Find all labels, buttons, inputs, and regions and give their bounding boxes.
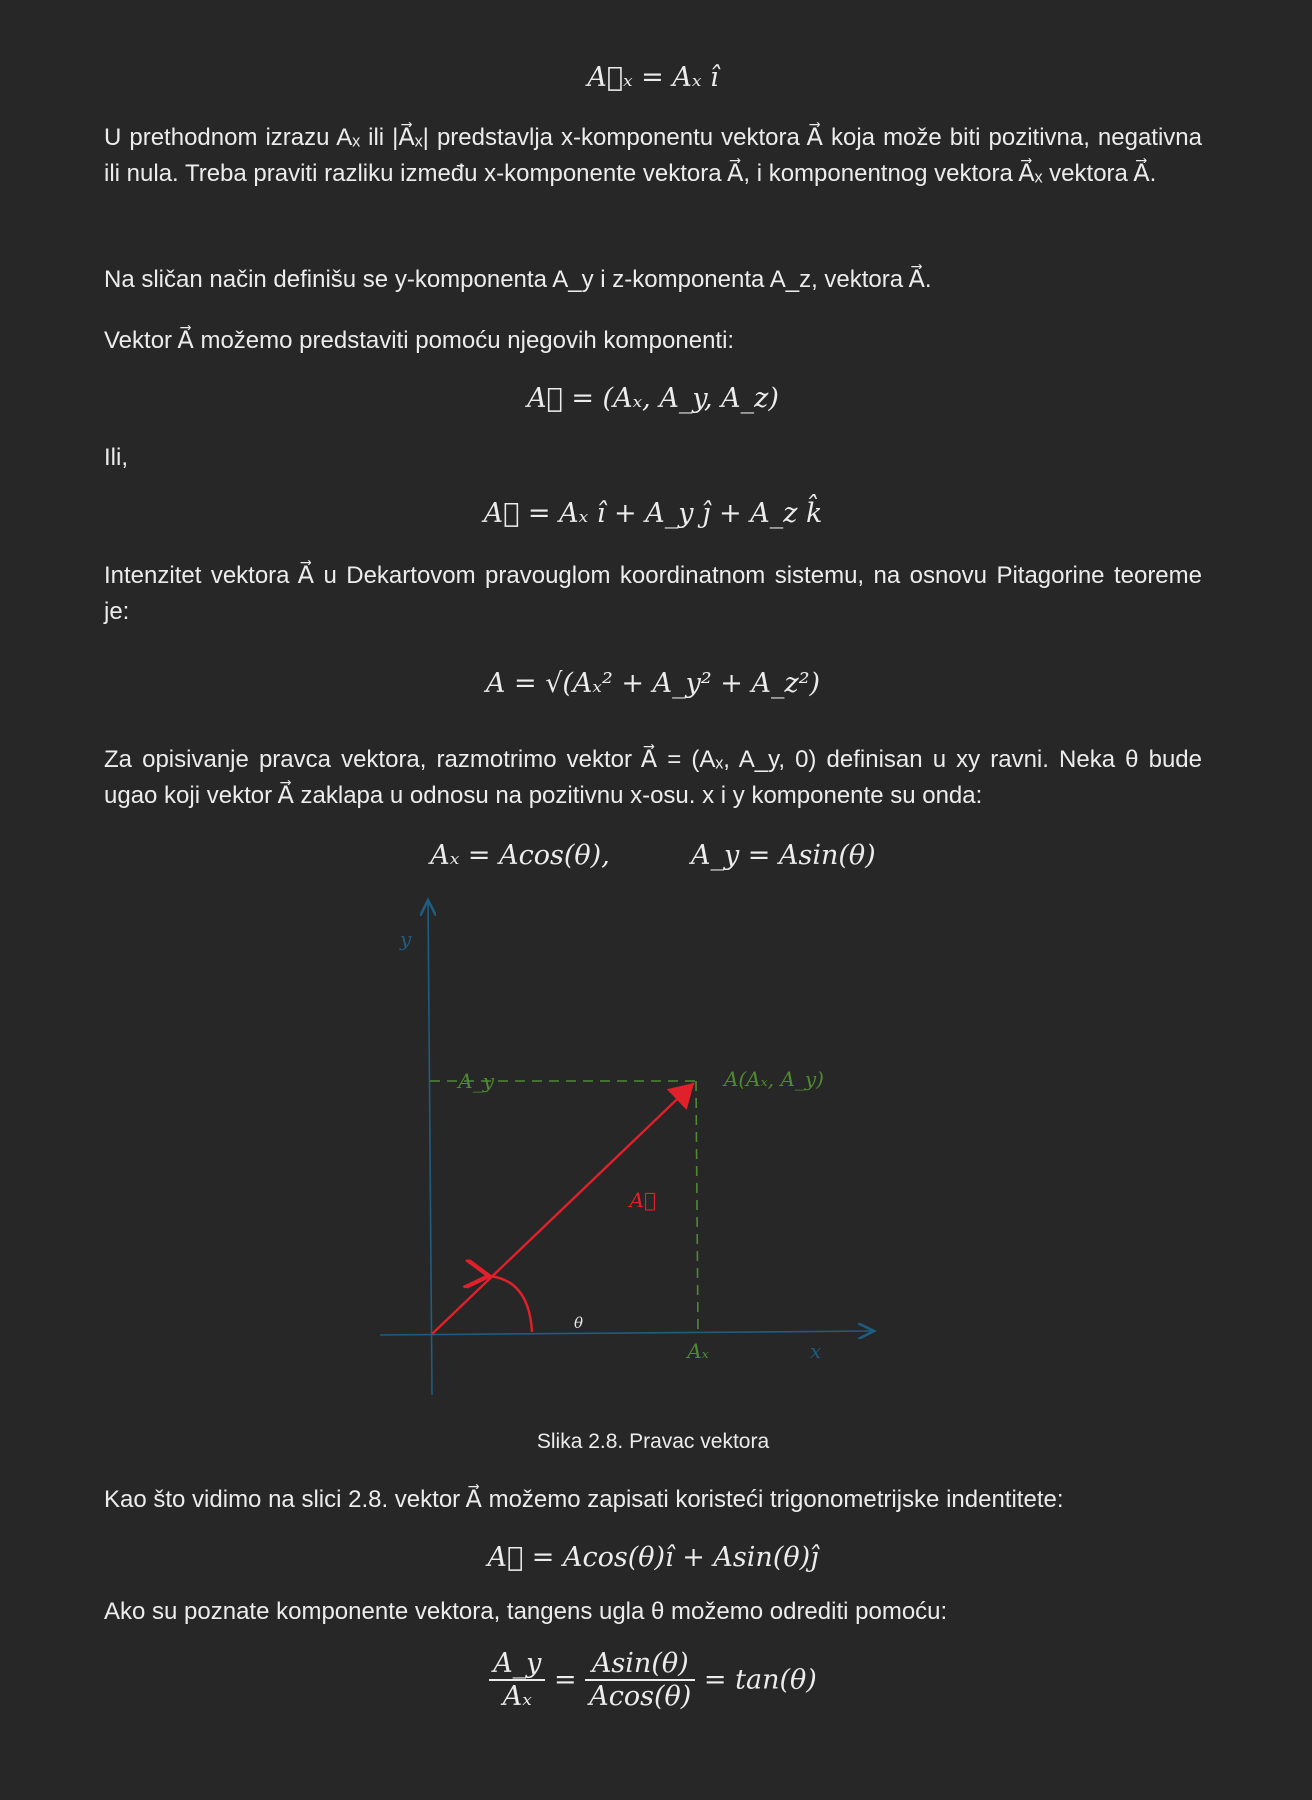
fraction-ay-over-ax: [489, 1648, 545, 1712]
fraction-denominator-cos: Acos(θ): [589, 1681, 692, 1712]
equation-ax-cos: Aₓ = Acos(θ),: [430, 840, 610, 871]
vector-direction-figure: [364, 890, 1004, 1410]
y-axis-label: y: [400, 927, 412, 951]
equation-tangent: $\frac{A\_y}{\text{Aₓ}}$ = $\frac{Asin(\theta)}{Acos(\theta)}$ = tan(θ): [104, 1648, 1202, 1712]
ax-projection-line: [696, 1081, 698, 1332]
point-a-label: A(Aₓ, A_y): [723, 1067, 824, 1091]
fraction-numerator-ay: A_y: [489, 1648, 545, 1681]
equation-vector-trig: A⃗ = Acos(θ)î + Asin(θ)ĵ: [487, 1542, 819, 1573]
paragraph-ili: Ili,: [104, 444, 128, 471]
ax-label: Aₓ: [687, 1339, 709, 1363]
vector-diagram-svg: [364, 890, 1004, 1410]
paragraph-direction-intro: Za opisivanje pravca vektora, razmotrimo vektor A⃗ = (Aₓ, A_y, 0) definisan u xy ravni. Neka θ bude ugao koji vektor A⃗ zaklapa u odnosu na pozitivnu x-osu. x i y komponente su onda:: [104, 746, 1202, 809]
document-page: [104, 0, 1202, 1800]
paragraph-trig-identities: Kao što vidimo na slici 2.8. vektor A⃗ možemo zapisati koristeći trigonometrijske indentitete:: [104, 1486, 1064, 1513]
equation-ay-sin: A_y = Asin(θ): [690, 840, 876, 871]
theta-label: θ: [573, 1314, 583, 1332]
equation-vector-tuple: A⃗ = (Aₓ, A_y, A_z): [527, 383, 779, 414]
theta-arc: [489, 1276, 532, 1332]
fraction-numerator-sin: Asin(θ): [585, 1648, 695, 1681]
equation-tan-result: = tan(θ): [703, 1664, 817, 1696]
vector-a-label: A⃗: [629, 1188, 656, 1212]
paragraph-x-component: U prethodnom izrazu Aₓ ili |A⃗ₓ| predstavlja x-komponentu vektora A⃗ koja može biti pozitivna, negativna ili nula. Treba praviti razliku između x-komponente vektora A⃗, i komponentnog vektora A⃗ₓ vektora A⃗.: [104, 124, 1202, 187]
paragraph-vector-components-intro: Vektor A⃗ možemo predstaviti pomoću njegovih komponenti:: [104, 327, 735, 354]
fraction-sin-over-cos: [585, 1648, 695, 1712]
x-axis: [380, 1331, 874, 1335]
paragraph-y-z-components: Na sličan način definišu se y-komponenta A_y i z-komponenta A_z, vektora A⃗.: [104, 266, 932, 293]
paragraph-tangent-intro: Ako su poznate komponente vektora, tangens ugla θ možemo odrediti pomoću:: [104, 1598, 948, 1625]
equation-component-vector-x: A⃗ₓ = Aₓ î: [587, 62, 719, 93]
equation-magnitude: A = √(Aₓ² + A_y² + A_z²): [485, 668, 821, 699]
figure-caption: Slika 2.8. Pravac vektora: [536, 1430, 770, 1453]
paragraph-magnitude-intro: Intenzitet vektora A⃗ u Dekartovom pravouglom koordinatnom sistemu, na osnovu Pitagorine teoreme je:: [104, 562, 1202, 625]
fraction-denominator-ax: Aₓ: [502, 1681, 532, 1712]
equation-components-trig: [104, 840, 1202, 871]
equation-vector-unit-sum: A⃗ = Aₓ î + A_y ĵ + A_z k̂: [483, 498, 823, 529]
x-axis-label: x: [810, 1339, 822, 1363]
ay-label: A_y: [458, 1069, 494, 1093]
y-axis: [428, 900, 432, 1395]
